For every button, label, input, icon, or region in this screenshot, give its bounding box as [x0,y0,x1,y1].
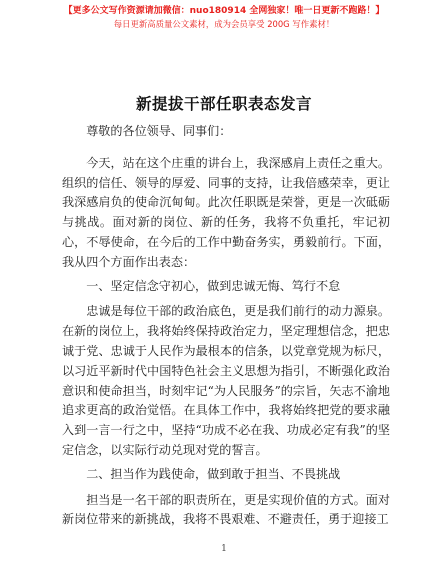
document-title: 新提拔干部任职表态发言 [135,95,312,113]
section-1-heading: 一、坚定信念守初心，做到忠诚无悔、笃行不怠 [86,278,341,293]
promo-banner [0,4,448,31]
greeting: 尊敬的各位领导、同事们： [86,124,232,138]
promo-banner-line-2: 每日更新高质量公文素材，成为会员享受 200G 写作素材！ [113,19,335,29]
promo-banner-line-1: 【更多公文写作资源请加微信：nuo180914 全网独家！唯一日更新不跑路！】 [63,6,385,16]
intro-paragraph: 今天，站在这个庄重的讲台上，我深感肩上责任之重大。组织的信任、领导的厚爱、同事的支持，让我倍感荣幸，更让我深感肩负的使命沉甸甸。此次任职既是荣誉，更是一次砥砺与挑战。面对新的岗位、新的任务，我将不负重托，牢记初心，不辱使命，在今后的工作中勤奋务实，勇毅前行。下面，我从四个方面作出表态： [62,155,390,269]
document-body [62,122,390,530]
section-2-paragraph: 担当是一名干部的职责所在，更是实现价值的方式。面对新岗位带来的新挑战，我将不畏艰难、不避责任，勇于迎接工 [62,492,390,527]
section-1-paragraph: 忠诚是每位干部的政治底色，更是我们前行的动力源泉。在新的岗位上，我将始终保持政治定力，坚定理想信念，把忠诚于党、忠诚于人民作为最根本的信条，以党章党规为标尺，以习近平新时代中国特色社会主义思想为指引，不断强化政治意识和使命担当，时刻牢记“为人民服务”的宗旨，矢志不渝地追求更高的政治觉悟。在具体工作中，我将始终把党的要求融入到一言一行之中，坚持“功成不必在我、功成必定有我”的坚定信念，以实际行动兑现对党的誓言。 [62,304,390,457]
section-2-heading: 二、担当作为践使命，做到敢于担当、不畏挑战 [86,466,341,481]
page-number: 1 [221,544,227,554]
